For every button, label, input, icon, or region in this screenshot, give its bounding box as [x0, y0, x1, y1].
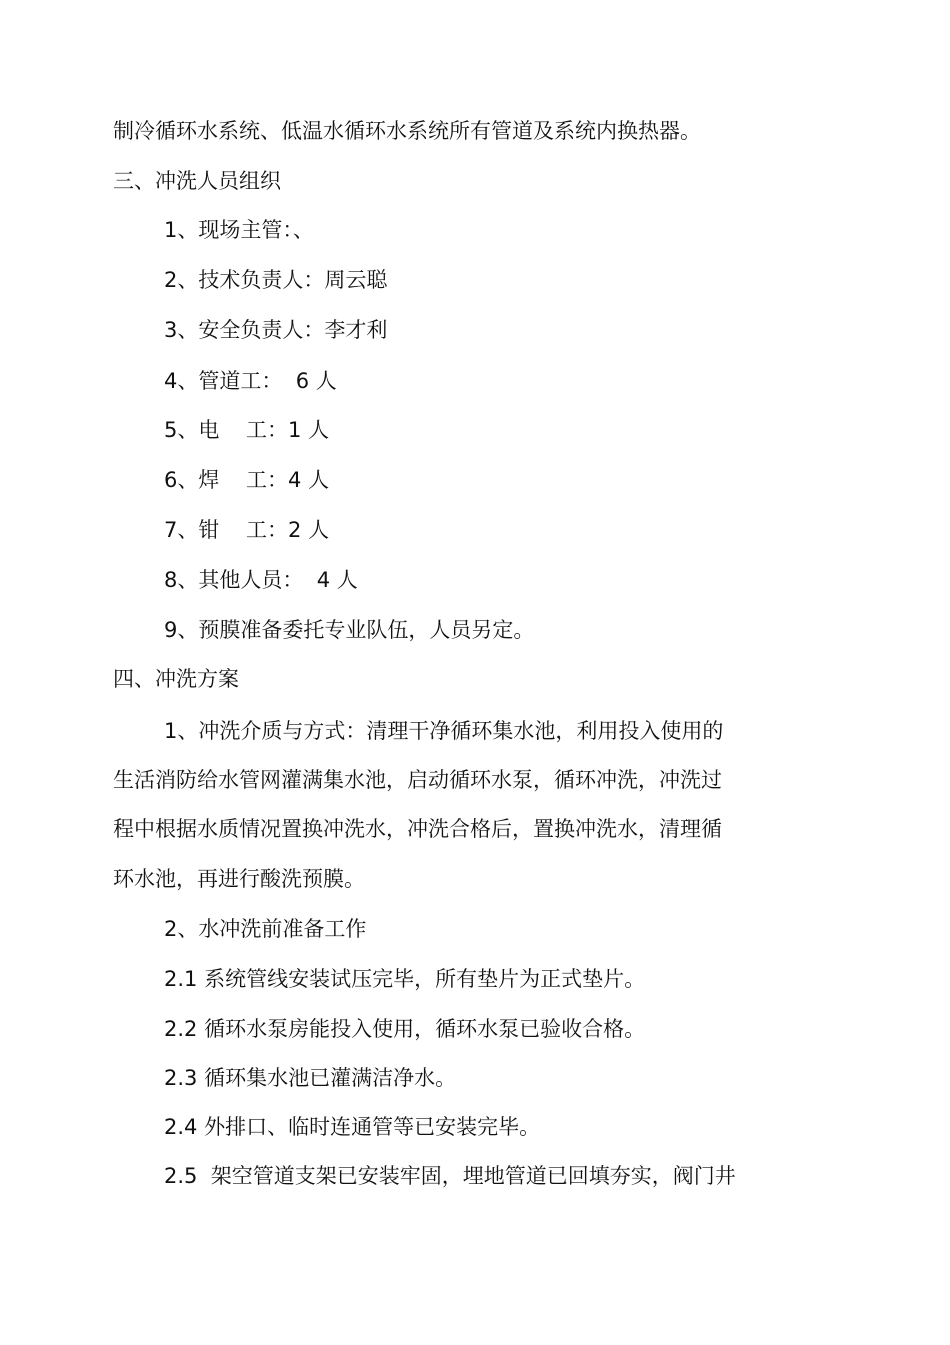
list-item: 2.3 循环集水池已灌满洁净水。: [164, 1066, 457, 1090]
list-item: 2.4 外排口、临时连通管等已安装完毕。: [164, 1115, 541, 1139]
list-item: 3、安全负责人：李才利: [164, 318, 388, 342]
list-item: 9、预膜准备委托专业队伍，人员另定。: [164, 618, 535, 642]
paragraph-line: 环水池，再进行酸洗预膜。: [113, 867, 365, 891]
paragraph-line: 制冷循环水系统、低温水循环水系统所有管道及系统内换热器。: [113, 119, 701, 143]
section-heading: 三、冲洗人员组织: [113, 169, 281, 193]
list-item: 2、技术负责人：周云聪: [164, 268, 388, 292]
paragraph-line: 生活消防给水管网灌满集水池，启动循环水泵，循环冲洗，冲洗过: [113, 768, 722, 792]
paragraph-line: 1、冲洗介质与方式：清理干净循环集水池，利用投入使用的: [164, 719, 724, 743]
paragraph-line: 程中根据水质情况置换冲洗水，冲洗合格后，置换冲洗水，清理循: [113, 817, 722, 841]
list-item: 5、电 工：1 人: [164, 418, 330, 442]
list-item: 6、焊 工：4 人: [164, 468, 330, 492]
list-item: 1、现场主管：、: [164, 218, 314, 242]
list-item: 8、其他人员： 4 人: [164, 568, 358, 592]
list-item: 2.1 系统管线安装试压完毕，所有垫片为正式垫片。: [164, 967, 646, 991]
list-item: 7、钳 工：2 人: [164, 518, 330, 542]
section-heading: 四、冲洗方案: [113, 667, 239, 691]
list-item: 2.2 循环水泵房能投入使用，循环水泵已验收合格。: [164, 1017, 646, 1041]
list-item: 2.5 架空管道支架已安装牢固，埋地管道已回填夯实，阀门井: [164, 1164, 736, 1188]
list-item: 4、管道工： 6 人: [164, 369, 337, 393]
subsection-heading: 2、水冲洗前准备工作: [164, 917, 367, 941]
